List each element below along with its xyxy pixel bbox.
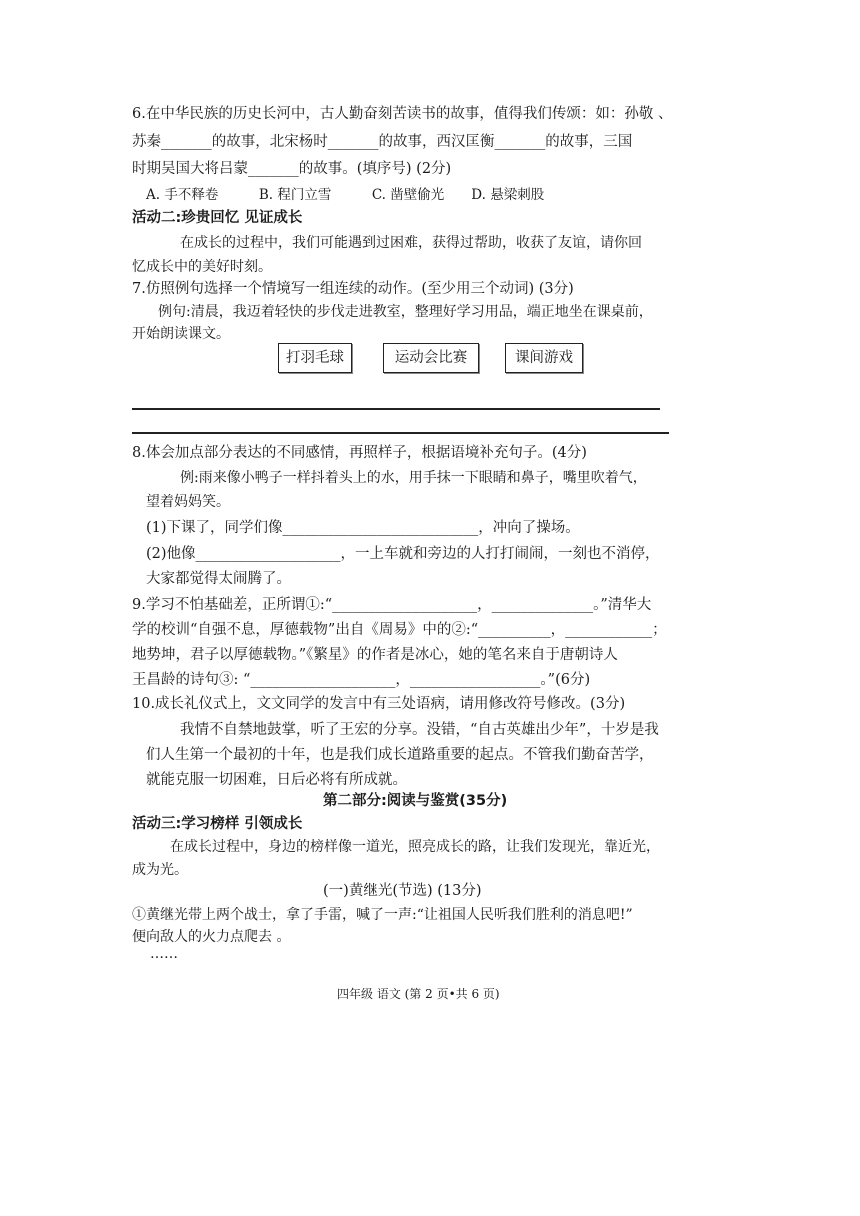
- q8-example-2: 望着妈妈笑。: [146, 494, 230, 510]
- q7-example-2: 开始朗读课文。: [132, 326, 230, 342]
- q10-paragraph-3: 就能克服一切困难，日后必将有所成就。: [146, 772, 407, 788]
- q6-line-1: 6.在中华民族的历史长河中，古人勤奋刻苦读书的故事，值得我们传颂：如：孙敬 、: [132, 106, 673, 122]
- answer-line-2: [132, 432, 669, 434]
- q8-sentence-3: 大家都觉得太闹腾了。: [146, 571, 291, 587]
- q8-example-1: 例:雨来像小鸭子一样抖着头上的水，用手抹一下眼睛和鼻子，嘴里吹着气，: [180, 470, 647, 486]
- reading-ellipsis: ……: [150, 946, 178, 962]
- q7-line-1: 7.仿照例句选择一个情境写一组连续的动作。(至少用三个动词) (3分): [132, 281, 574, 297]
- page-footer: 四年级 语文 (第 2 页•共 6 页): [337, 987, 500, 1001]
- scenario-box-sports-meet: 运动会比赛: [383, 343, 479, 373]
- q9-line-2: 学的校训“自强不息，厚德载物”出自《周易》中的②:“__________，____________；: [132, 622, 667, 638]
- activity3-title: 活动三:学习榜样 引领成长: [132, 816, 303, 832]
- q6-options: A. 手不释卷 B. 程门立雪 C. 凿壁偷光 D. 悬梁刺股: [146, 187, 545, 203]
- q10-line-1: 10.成长礼仪式上，文文同学的发言中有三处语病，请用修改符号修改。(3分): [132, 696, 626, 712]
- reading-title: (一)黄继光(节选) (13分): [323, 883, 482, 899]
- reading-line-1: ①黄继光带上两个战士，拿了手雷，喊了一声:“让祖国人民听我们胜利的消息吧!”: [132, 907, 633, 923]
- answer-line-1: [132, 408, 660, 410]
- q6-line-2: 苏秦_______的故事，北宋杨时_______的故事，西汉匡衡_______的故事，三国: [132, 134, 633, 150]
- q9-line-3: 地势坤，君子以厚德载物。”《繁星》的作者是冰心，她的笔名来自于唐朝诗人: [132, 647, 618, 663]
- scenario-box-recess-games: 课间游戏: [505, 343, 583, 373]
- part2-title: 第二部分:阅读与鉴赏(35分): [323, 793, 508, 809]
- q9-line-1: 9.学习不怕基础差，正所谓①:“____________________，______________。”清华大: [132, 597, 652, 613]
- q8-sentence-1: (1)下课了，同学们像___________________________，冲向了操场。: [146, 520, 580, 536]
- q10-paragraph-2: 们人生第一个最初的十年，也是我们成长道路重要的起点。不管我们勤奋苦学，: [146, 747, 654, 763]
- q6-line-3: 时期吴国大将吕蒙_______的故事。(填序号) (2分): [132, 161, 452, 177]
- q10-paragraph-1: 我情不自禁地鼓掌，听了王宏的分享。没错，“自古英雄出少年”，十岁是我: [180, 722, 659, 738]
- activity2-title: 活动二:珍贵回忆 见证成长: [132, 210, 303, 226]
- q8-line-1: 8.体会加点部分表达的不同感情，再照样子，根据语境补充句子。(4分): [132, 445, 587, 461]
- activity2-intro-2: 忆成长中的美好时刻。: [132, 259, 272, 275]
- activity3-intro-1: 在成长过程中，身边的榜样像一道光，照亮成长的路，让我们发现光，靠近光，: [170, 839, 660, 855]
- q9-line-4: 王昌龄的诗句③: “____________________，__________________。”(6分): [132, 672, 591, 688]
- q7-example-1: 例句:清晨，我迈着轻快的步伐走进教室，整理好学习用品，端正地坐在课桌前，: [158, 304, 653, 320]
- activity2-intro-1: 在成长的过程中，我们可能遇到过困难，获得过帮助，收获了友谊，请你回: [180, 235, 642, 251]
- q8-sentence-2: (2)他像____________________，一上车就和旁边的人打打闹闹，一刻也不消停，: [146, 546, 660, 562]
- scenario-box-badminton: 打羽毛球: [278, 343, 352, 373]
- reading-line-2: 便向敌人的火力点爬去 。: [132, 929, 291, 945]
- activity3-intro-2: 成为光。: [132, 862, 188, 878]
